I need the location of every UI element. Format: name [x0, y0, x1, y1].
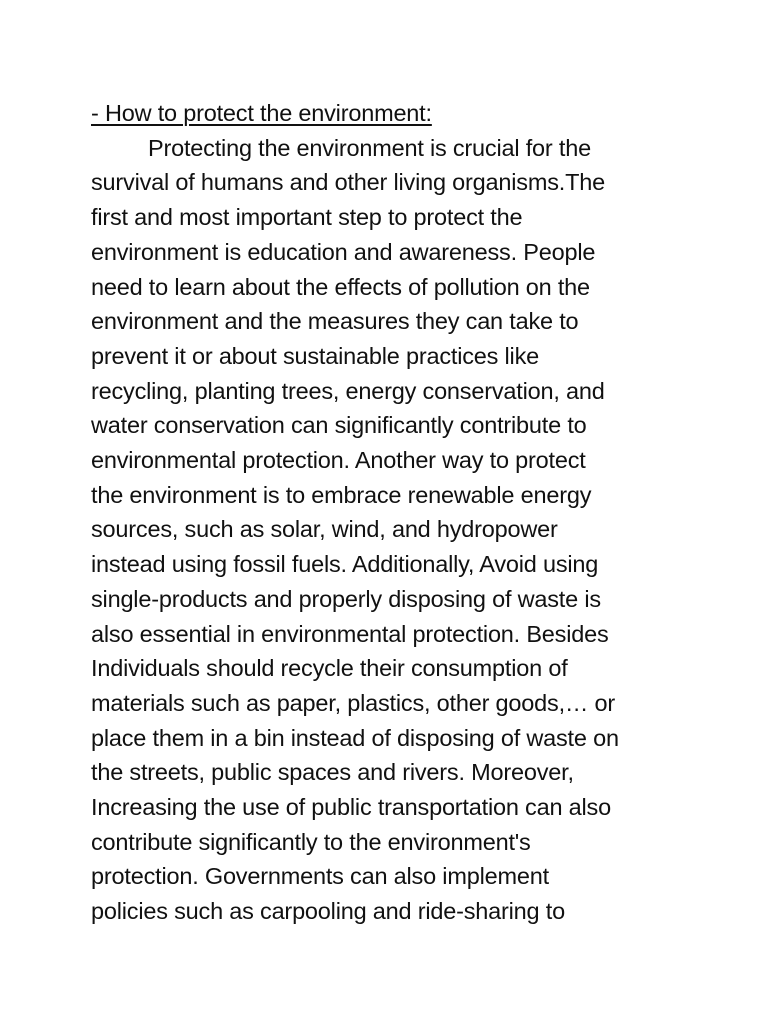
paragraph-line: single-products and properly disposing of waste is [91, 585, 601, 612]
paragraph-line: sources, such as solar, wind, and hydropower [91, 516, 558, 543]
paragraph-line: first and most important step to protect the [91, 204, 523, 231]
paragraph-line: also essential in environmental protection. Besides [91, 620, 609, 647]
paragraph-line: environmental protection. Another way to protect [91, 447, 586, 474]
paragraph-line: Individuals should recycle their consumption of [91, 655, 568, 682]
paragraph-line: prevent it or about sustainable practices like [91, 342, 539, 369]
paragraph-line: protection. Governments can also implement [91, 863, 549, 890]
paragraph-line: place them in a bin instead of disposing of waste on [91, 724, 619, 751]
paragraph-line: materials such as paper, plastics, other goods,… or [91, 689, 616, 716]
document-body [91, 96, 691, 929]
paragraph-line: contribute significantly to the environment's [91, 828, 531, 855]
paragraph-line: environment and the measures they can take to [91, 308, 579, 335]
paragraph-line: recycling, planting trees, energy conservation, and [91, 377, 605, 404]
paragraph-line: Protecting the environment is crucial for the [148, 134, 591, 161]
paragraph-line: instead using fossil fuels. Additionally, Avoid using [91, 551, 599, 578]
paragraph-line: environment is education and awareness. People [91, 238, 596, 265]
paragraph-line: the environment is to embrace renewable energy [91, 481, 592, 508]
section-heading: - How to protect the environment: [91, 100, 432, 126]
paragraph-line: water conservation can significantly contribute to [91, 412, 587, 439]
paragraph-line: the streets, public spaces and rivers. Moreover, [91, 759, 574, 786]
paragraph-line: Increasing the use of public transportation can also [91, 794, 611, 821]
paragraph-line: need to learn about the effects of pollution on the [91, 273, 590, 300]
paragraph-line: survival of humans and other living organisms.The [91, 169, 605, 196]
paragraph-line: policies such as carpooling and ride-sharing to [91, 898, 565, 925]
